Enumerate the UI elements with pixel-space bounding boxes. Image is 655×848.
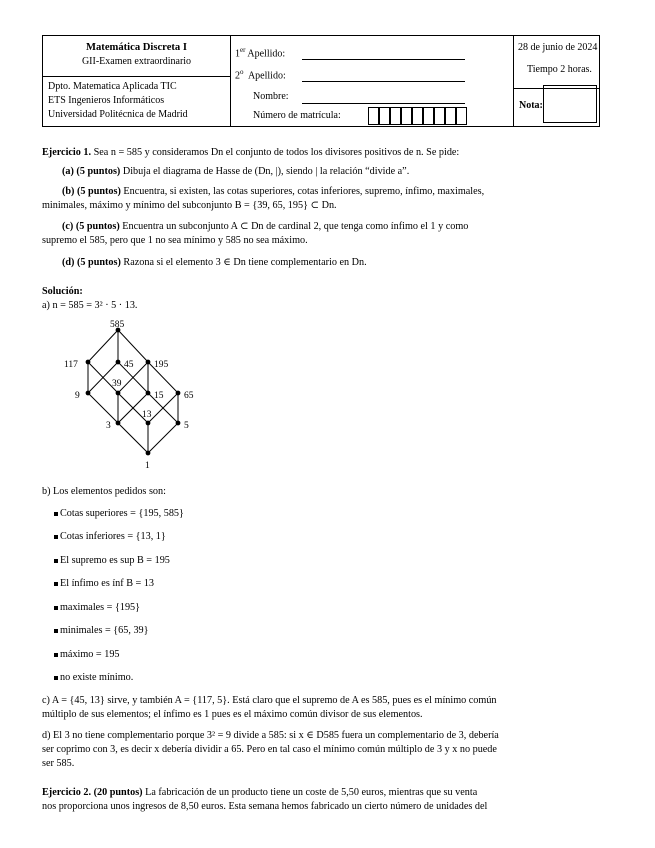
solution-title: Solución: bbox=[42, 286, 83, 297]
ej1-intro bbox=[42, 146, 607, 160]
ej1-c-text-1: Encuentra un subconjunto A ⊂ Dn de cardinal 2, que tenga como ínfimo el 1 y como bbox=[122, 221, 469, 232]
solution-b-intro: b) Los elementos pedidos son: bbox=[42, 486, 166, 497]
hasse-node-45 bbox=[116, 360, 121, 365]
bullet-item: Cotas superiores = {195, 585} bbox=[60, 508, 184, 519]
hasse-node-5 bbox=[176, 421, 181, 426]
solution-c-line1: c) A = {45, 13} sirve, y también A = {117, 5}. Está claro que el supremo de A es 585, pues es el mínimo común bbox=[42, 695, 497, 706]
hasse-edge-9-3 bbox=[88, 393, 118, 423]
bullet-item: Cotas inferiores = {13, 1} bbox=[60, 531, 166, 542]
hasse-label-9: 9 bbox=[75, 391, 80, 401]
matricula-digit-box[interactable] bbox=[401, 107, 412, 125]
matricula-digit-box[interactable] bbox=[434, 107, 445, 125]
header-date-cell bbox=[514, 36, 599, 89]
ej1-d-label: (d) (5 puntos) bbox=[62, 257, 121, 268]
hasse-labels bbox=[64, 320, 194, 471]
solution-a-line: a) n = 585 = 3² · 5 · 13. bbox=[42, 300, 138, 311]
hasse-diagram bbox=[55, 312, 215, 474]
solution-d-line1: d) El 3 no tiene complementario porque 3² = 9 divide a 585: si x ∈ D585 fuera un complementario de 3, debería bbox=[42, 730, 499, 741]
ej2-line1 bbox=[42, 786, 607, 800]
ej1-part-b-line1 bbox=[62, 185, 607, 199]
solution-d-line3: ser 585. bbox=[42, 758, 75, 769]
ej1-title: Ejercicio 1. bbox=[42, 147, 92, 158]
hasse-label-5: 5 bbox=[184, 421, 189, 431]
university: Universidad Politécnica de Madrid bbox=[48, 109, 188, 120]
ej1-b-text-1: Encuentra, si existen, las cotas superiores, cotas inferiores, supremo, ínfimo, maximales, bbox=[123, 186, 485, 197]
header-student-cell bbox=[231, 36, 514, 126]
hasse-edge-5-1 bbox=[148, 423, 178, 453]
hasse-edge-585-117 bbox=[88, 330, 118, 362]
hasse-nodes bbox=[86, 328, 181, 456]
school: ETS Ingenieros Informáticos bbox=[48, 95, 165, 106]
matricula-digit-box[interactable] bbox=[368, 107, 379, 125]
hasse-edge-585-195 bbox=[118, 330, 148, 362]
apellido2-label: 2$^o$ Apellido: bbox=[235, 68, 286, 82]
exam-name: GII-Examen extraordinario bbox=[81, 56, 192, 68]
ej1-intro-text: Sea n = 585 y consideramos Dn el conjunto de todos los divisores positivos de n. Se pide: bbox=[93, 147, 460, 158]
matricula-digit-box[interactable] bbox=[423, 107, 434, 125]
ej2-title: Ejercicio 2. bbox=[42, 787, 92, 798]
matricula-digit-box[interactable] bbox=[445, 107, 456, 125]
matricula-digit-box[interactable] bbox=[456, 107, 467, 125]
bullet-item: El supremo es sup B = 195 bbox=[60, 555, 170, 566]
department: Dpto. Matematica Aplicada TIC bbox=[48, 81, 177, 92]
header-course-cell bbox=[43, 36, 231, 126]
course-title: Matemática Discreta I bbox=[86, 42, 187, 53]
solution-d-line2: ser coprimo con 3, es decir x debería dividir a 65. Pero en tal caso el mínimo común múltiplo de 3 y x no puede bbox=[42, 744, 497, 755]
hasse-edges bbox=[88, 330, 178, 453]
ej1-a-label: (a) (5 puntos) bbox=[62, 166, 121, 177]
header-grade-cell bbox=[514, 36, 599, 126]
hasse-edge-3-1 bbox=[118, 423, 148, 453]
matricula-digit-box[interactable] bbox=[379, 107, 390, 125]
hasse-label-39: 39 bbox=[112, 379, 122, 389]
ej1-b-text-2: minimales, máximo y mínimo del subconjunto B = {39, 65, 195} ⊂ Dn. bbox=[42, 200, 337, 211]
ej2-label: (20 puntos) bbox=[93, 787, 143, 798]
ej1-part-a bbox=[62, 165, 607, 179]
ej2-text-1: La fabricación de un producto tiene un coste de 5,50 euros, mientras que su venta bbox=[145, 787, 478, 798]
ej1-a-text: Dibuja el diagrama de Hasse de (Dn, |), siendo | la relación “divide a”. bbox=[122, 166, 410, 177]
matricula-digit-box[interactable] bbox=[412, 107, 423, 125]
nota-box[interactable] bbox=[543, 85, 597, 123]
hasse-label-15: 15 bbox=[154, 391, 164, 401]
apellido2-field[interactable] bbox=[302, 69, 465, 82]
hasse-node-1 bbox=[146, 451, 151, 456]
exam-duration: Tiempo 2 horas. bbox=[527, 64, 592, 75]
nombre-field[interactable] bbox=[302, 91, 465, 104]
ej1-part-c-line1 bbox=[62, 220, 607, 234]
nombre-label: Nombre: bbox=[253, 91, 289, 102]
bullet-item: minimales = {65, 39} bbox=[60, 625, 149, 636]
hasse-node-9 bbox=[86, 391, 91, 396]
apellido1-label: 1er Apellido: bbox=[235, 46, 286, 60]
exam-date: 28 de junio de 2024 bbox=[518, 42, 598, 53]
hasse-label-13: 13 bbox=[142, 410, 152, 420]
hasse-label-585: 585 bbox=[110, 320, 125, 330]
matricula-digit-box[interactable] bbox=[390, 107, 401, 125]
apellido1-field[interactable] bbox=[302, 47, 465, 60]
ej1-c-text-2: supremo el 585, pero que 1 no sea mínimo y 585 no sea máximo. bbox=[42, 235, 308, 246]
hasse-node-65 bbox=[176, 391, 181, 396]
hasse-node-3 bbox=[116, 421, 121, 426]
matricula-label: Número de matrícula: bbox=[253, 110, 341, 121]
solution-c-line2: múltiplo de sus elementos; el ínfimo es 1 pues es el máximo común divisor de sus elementos. bbox=[42, 709, 423, 720]
bullet-item: máximo = 195 bbox=[60, 649, 120, 660]
hasse-label-1: 1 bbox=[145, 461, 150, 471]
exam-header-table bbox=[42, 35, 600, 127]
hasse-label-45: 45 bbox=[124, 360, 134, 370]
hasse-label-65: 65 bbox=[184, 391, 194, 401]
ej1-d-text: Razona si el elemento 3 ∈ Dn tiene complementario en Dn. bbox=[123, 257, 367, 268]
hasse-node-13 bbox=[146, 421, 151, 426]
ej1-part-d bbox=[62, 256, 607, 270]
ej2-text-2: nos proporciona unos ingresos de 8,50 euros. Esta semana hemos fabricado un cierto número de unidades del bbox=[42, 801, 488, 812]
bullet-item: maximales = {195} bbox=[60, 602, 141, 613]
hasse-label-195: 195 bbox=[154, 360, 169, 370]
hasse-label-117: 117 bbox=[64, 360, 78, 370]
hasse-node-15 bbox=[146, 391, 151, 396]
header-institution bbox=[48, 80, 188, 122]
ej1-b-label: (b) (5 puntos) bbox=[62, 186, 121, 197]
nota-label: Nota: bbox=[519, 100, 543, 111]
header-course-title-cell bbox=[43, 36, 230, 77]
ej1-c-label: (c) (5 puntos) bbox=[62, 221, 120, 232]
hasse-node-117 bbox=[86, 360, 91, 365]
hasse-label-3: 3 bbox=[106, 421, 111, 431]
bullet-item: El ínfimo es ínf B = 13 bbox=[60, 578, 155, 589]
hasse-node-39 bbox=[116, 391, 121, 396]
bullet-item: no existe mínimo. bbox=[60, 672, 134, 683]
hasse-node-195 bbox=[146, 360, 151, 365]
